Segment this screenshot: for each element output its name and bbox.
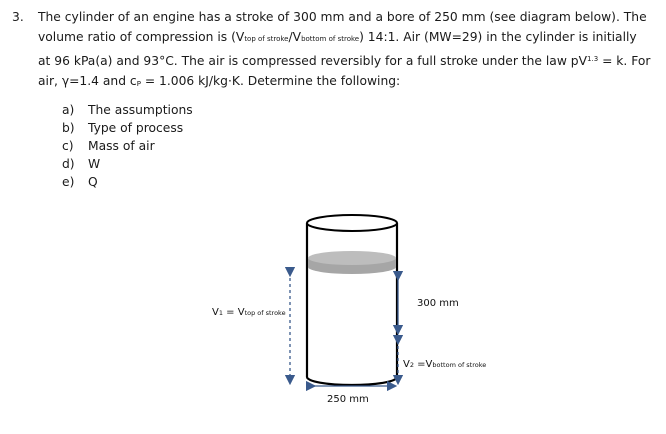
task-letter: b): [62, 121, 75, 135]
text-segment: =V: [413, 359, 433, 370]
bore-length-label: 250 mm: [327, 394, 369, 405]
subscript: 2: [409, 361, 414, 369]
stroke-length-label: 300 mm: [417, 298, 459, 309]
subscript-top-of-stroke: top of stroke: [244, 35, 289, 43]
task-text: The assumptions: [88, 103, 193, 117]
piston-top: [308, 251, 396, 265]
text-segment: V: [212, 307, 219, 318]
problem-number: 3.: [12, 10, 24, 24]
text-segment: /V: [288, 30, 302, 44]
subscript: bottom of stroke: [432, 361, 487, 369]
text-segment: at 96 kPa(a) and 93°C. The air is compressed reversibly for a full stroke under the law pV: [38, 54, 588, 68]
task-letter: c): [62, 139, 74, 153]
cylinder-body: [307, 223, 397, 385]
task-letter: a): [62, 103, 75, 117]
v2-label: [403, 359, 486, 370]
task-letter: e): [62, 175, 75, 189]
exponent: 1.3: [587, 55, 599, 63]
text-segment: = 1.006 kJ/kg·K. Determine the following:: [140, 74, 401, 88]
v1-label: [212, 307, 286, 318]
problem-line-1: The cylinder of an engine has a stroke of 300 mm and a bore of 250 mm (see diagram below). The: [38, 10, 647, 24]
subscript: 1: [218, 309, 223, 317]
text-segment: volume ratio of compression is (V: [38, 30, 245, 44]
text-segment: = k. For: [598, 54, 651, 68]
subscript-bottom-of-stroke: bottom of stroke: [301, 35, 360, 43]
text-segment: ) 14:1. Air (MW=29) in the cylinder is initially: [359, 30, 637, 44]
subscript: top of stroke: [244, 309, 286, 317]
task-letter: d): [62, 157, 75, 171]
task-text: Mass of air: [88, 139, 155, 153]
text-segment: V: [403, 359, 410, 370]
task-text: W: [88, 157, 101, 171]
task-text: Q: [88, 175, 98, 189]
cylinder-top-rim: [307, 215, 397, 231]
task-text: Type of process: [88, 121, 184, 135]
text-segment: = V: [222, 307, 245, 318]
text-segment: air, γ=1.4 and c: [38, 74, 137, 88]
subscript-p: P: [136, 80, 141, 88]
